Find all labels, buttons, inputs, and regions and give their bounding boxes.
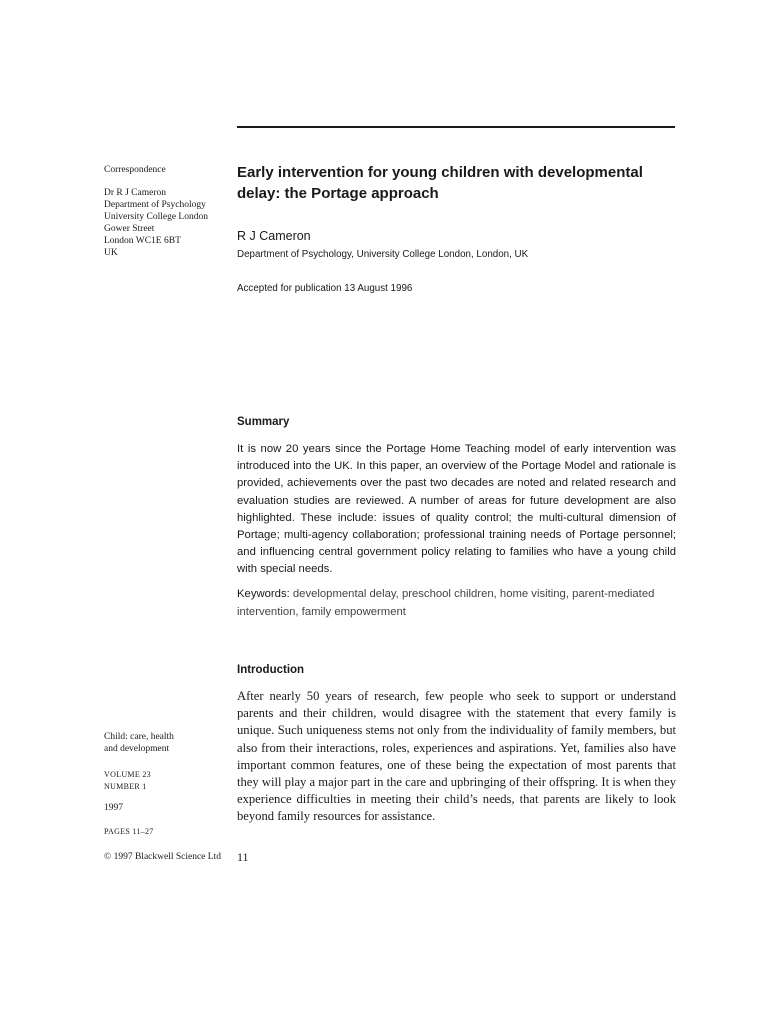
summary-heading: Summary [237,416,290,428]
journal-pages: PAGES 11–27 [104,827,154,836]
journal-name-line: Child: care, health [104,732,174,742]
keywords-label: Keywords: [237,588,290,600]
keywords [237,586,682,621]
introduction-text: After nearly 50 years of research, few people who seek to support or understand parents and their children, would disagree with the statement that every family is unique. Such uniqueness stems not only from the individuality of family members, but also from their interactions, roles, experiences and aspirations. Yet, families also have important common features, one of these being the expectation of most parents that they will play a major part in the care and upbringing of their offspring. It is when they experience difficulties in meeting their child’s needs, that parents are likely to look beyond family resources for assistance. [237,689,676,824]
page-number: 11 [237,850,249,864]
correspondence-heading: Correspondence [104,165,166,175]
volume-label: VOLUME 23 [104,770,151,779]
journal-volume [104,769,229,793]
address-line: Department of Psychology [104,200,206,210]
journal-year: 1997 [104,803,123,813]
article-author: R J Cameron [237,229,311,243]
number-label: NUMBER 1 [104,782,147,791]
article-title: Early intervention for young children with developmental delay: the Portage approach [237,164,643,202]
accepted-date: Accepted for publication 13 August 1996 [237,283,413,294]
top-rule [237,126,675,128]
address-line: London WC1E 6BT [104,236,181,246]
summary-text: It is now 20 years since the Portage Home Teaching model of early intervention was introduced into the UK. In this paper, an overview of the Portage Model and rationale is provided, achievements over the past two decades are noted and related research and evaluation studies are reviewed. A number of areas for future development are also highlighted. These include: issues of quality control; the multi-cultural dimension of Portage; multi-agency collaboration; professional training needs of Portage personnel; and influencing central government policy relating to families who have a young child with special needs. [237,443,676,576]
introduction-heading: Introduction [237,664,305,676]
correspondence-address [104,187,229,259]
address-line: Gower Street [104,224,155,234]
journal-copyright: © 1997 Blackwell Science Ltd [104,852,221,862]
article-affiliation: Department of Psychology, University College London, London, UK [237,249,529,260]
address-line: UK [104,248,118,258]
correspondence-block [104,164,229,176]
address-line: University College London [104,212,208,222]
address-line: Dr R J Cameron [104,188,167,198]
journal-name-line: and development [104,744,170,754]
keywords-text: developmental delay, preschool children, home visiting, parent-mediated intervention, family empowerment [237,588,655,618]
journal-name [104,731,229,755]
